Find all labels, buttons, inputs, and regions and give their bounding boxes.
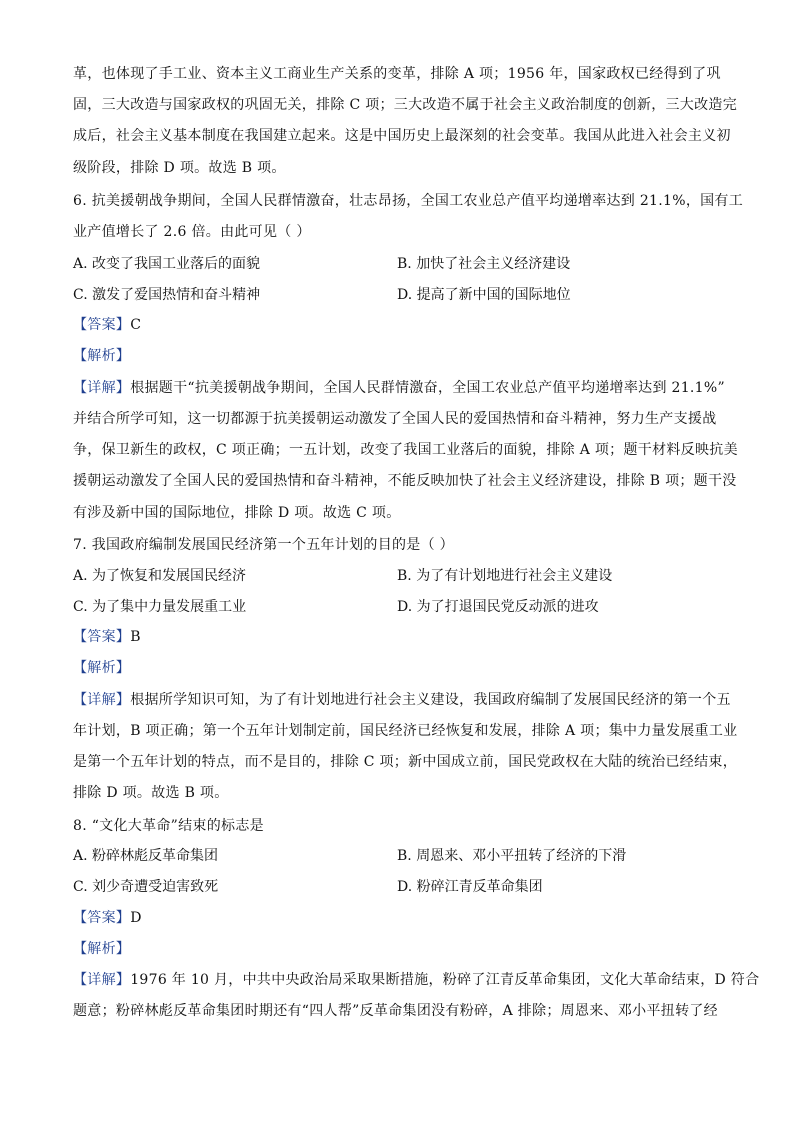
q8-option-a: A. 粉碎林彪反革命集团 [73,848,219,864]
q7-option-b: B. 为了有计划地进行社会主义建设 [397,568,613,584]
answer-tag: 【答案】 [73,629,131,645]
answer-value: C [130,317,142,333]
q7-detail-line-2: 年计划，B 项正确；第一个五年计划制定前，国民经济已经恢复和发展，排除 A 项；集中力量发展重工业 [73,723,738,739]
analysis-tag: 【解析】 [73,348,131,364]
q6-answer [73,315,141,335]
q7-answer [73,627,141,647]
q8-detail-text-1: 1976 年 10 月，中共中央政治局采取果断措施，粉碎了江青反革命集团，文化大革命结束，D 符合 [130,972,760,988]
q6-detail-line-1 [73,378,725,398]
q8-stem-line-1: 8. “文化大革命”结束的标志是 [73,818,264,834]
intro-line-1: 革，也体现了手工业、资本主义工商业生产关系的变革，排除 A 项；1956 年，国家政权已经得到了巩 [73,66,721,82]
q8-detail-line-1 [73,970,759,990]
q7-detail-line-3: 是第一个五年计划的特点，而不是目的，排除 C 项；新中国成立前，国民党政权在大陆的统治已经结束， [73,754,738,770]
q6-stem-line-1: 6. 抗美援朝战争期间，全国人民群情激奋，壮志昂扬，全国工农业总产值平均递增率达到 21.1%，国有工 [73,193,744,209]
q6-detail-line-3: 争，保卫新生的政权，C 项正确；一五计划，改变了我国工业落后的面貌，排除 A 项；题干材料反映抗美 [73,442,738,458]
q6-option-d: D. 提高了新中国的国际地位 [397,287,571,303]
q7-option-a: A. 为了恢复和发展国民经济 [73,568,247,584]
q8-analysis [73,939,130,959]
q8-option-c: C. 刘少奇遭受迫害致死 [73,879,219,895]
q6-detail-line-5: 有涉及新中国的国际地位，排除 D 项。故选 C 项。 [73,505,401,521]
q7-option-d: D. 为了打退国民党反动派的进攻 [397,599,599,615]
answer-tag: 【答案】 [73,910,131,926]
q7-option-c: C. 为了集中力量发展重工业 [73,599,247,615]
q6-option-a: A. 改变了我国工业落后的面貌 [73,256,261,272]
q6-stem-line-2: 业产值增长了 2.6 倍。由此可见（ ） [73,224,311,240]
intro-line-4: 级阶段，排除 D 项。故选 B 项。 [73,160,286,176]
q8-answer [73,908,142,928]
q6-detail-text-1: 根据题干“抗美援朝战争期间，全国人民群情激奋，全国工农业总产值平均递增率达到 21.1%” [130,380,725,396]
q7-analysis [73,658,130,678]
q6-option-b: B. 加快了社会主义经济建设 [397,256,571,272]
q6-analysis [73,346,130,366]
q7-stem-line-1: 7. 我国政府编制发展国民经济第一个五年计划的目的是（ ） [73,537,454,553]
analysis-tag: 【解析】 [73,941,131,957]
q6-detail-line-2: 并结合所学可知，这一切都源于抗美援朝运动激发了全国人民的爱国热情和奋斗精神，努力生产支援战 [73,411,717,427]
intro-line-3: 成后，社会主义基本制度在我国建立起来。这是中国历史上最深刻的社会变革。我国从此进入社会主义初 [73,128,731,144]
q6-detail-line-4: 援朝运动激发了全国人民的爱国热情和奋斗精神，不能反映加快了社会主义经济建设，排除 B 项；题干没 [73,473,737,489]
q7-detail-line-4: 排除 D 项。故选 B 项。 [73,785,229,801]
intro-line-2: 固，三大改造与国家政权的巩固无关，排除 C 项；三大改造不属于社会主义政治制度的创新，三大改造完 [73,97,738,113]
answer-tag: 【答案】 [73,317,131,333]
answer-value: D [130,910,142,926]
detail-tag: 【详解】 [73,380,131,396]
q7-detail-text-1: 根据所学知识可知，为了有计划地进行社会主义建设，我国政府编制了发展国民经济的第一个五 [130,692,731,708]
q8-detail-line-2: 题意；粉碎林彪反革命集团时期还有“四人帮”反革命集团没有粉碎，A 排除；周恩来、邓小平扭转了经 [73,1003,718,1019]
q8-option-d: D. 粉碎江青反革命集团 [397,879,543,895]
detail-tag: 【详解】 [73,692,131,708]
q7-detail-line-1 [73,690,731,710]
analysis-tag: 【解析】 [73,660,131,676]
answer-value: B [130,629,141,645]
q6-option-c: C. 激发了爱国热情和奋斗精神 [73,287,261,303]
q8-option-b: B. 周恩来、邓小平扭转了经济的下滑 [397,848,627,864]
detail-tag: 【详解】 [73,972,131,988]
